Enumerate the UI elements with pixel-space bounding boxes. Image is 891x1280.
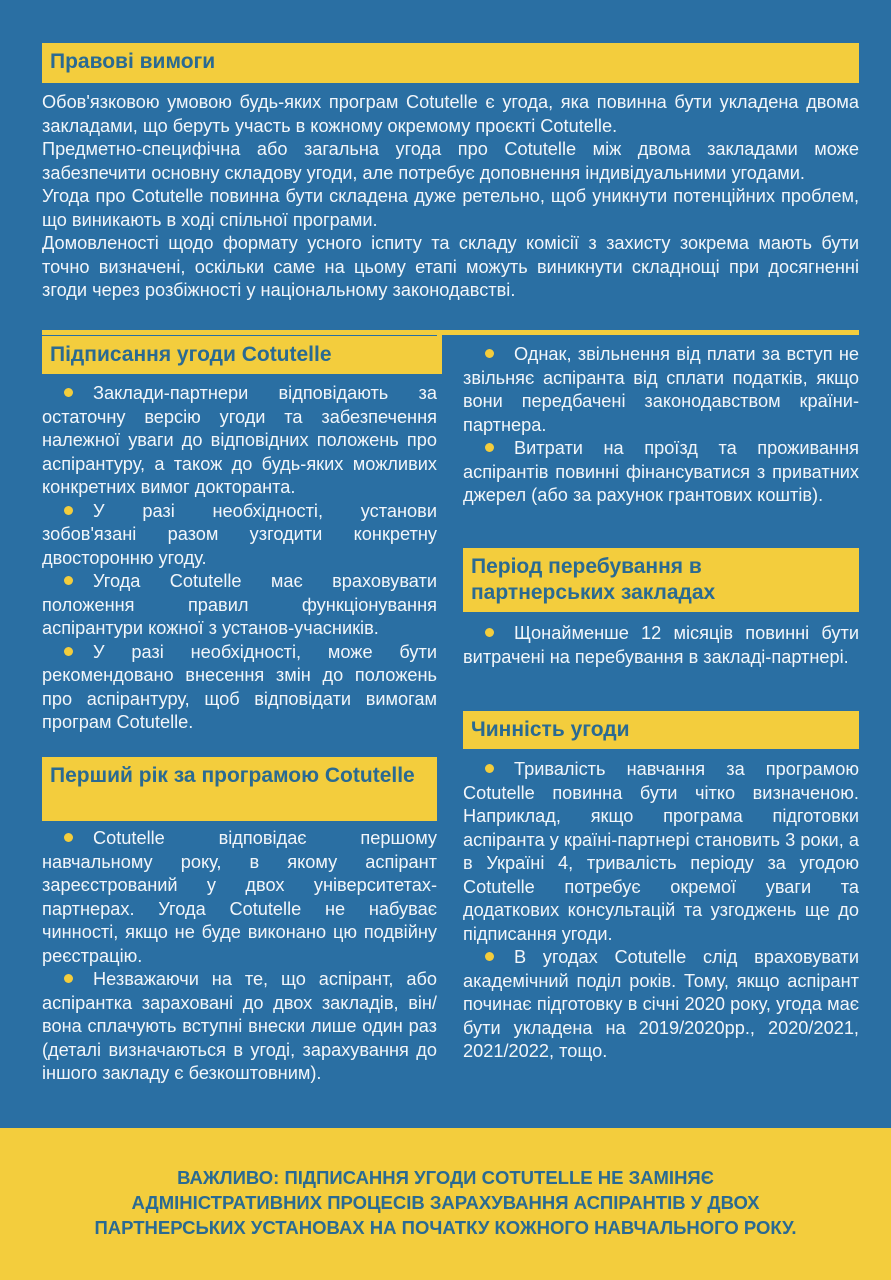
signing-bullet: У разі необхідності, установи зобов'язані разом узгодити конкретну двосторонню угоду. — [42, 500, 437, 571]
first-year-bullet: Cotutelle відповідає першому навчальному року, в якому аспірант зареєстрований у двох університетах-партнерах. Угода Cotutelle не набуває чинності, якщо не буде виконано цю подвійну реєстрацію. — [42, 827, 437, 968]
validity-body — [463, 758, 859, 1064]
signing-heading — [42, 336, 437, 374]
fees-bullet: Однак, звільнення від плати за вступ не звільняє аспіранта від сплати податків, якщо вони передбачені законодавством країни-партнера. — [463, 343, 859, 437]
legal-paragraph: Предметно-специфічна або загальна угода про Cotutelle між двома закладами може забезпечити основну складову угоди, але потребує доповнення індивідуальними угодами. — [42, 139, 859, 183]
important-notice-banner — [0, 1128, 891, 1280]
notice-line: АДМІНІСТРАТИВНИХ ПРОЦЕСІВ ЗАРАХУВАННЯ АСПІРАНТІВ У ДВОХ — [131, 1192, 760, 1213]
legal-requirements-title: Правові вимоги — [50, 50, 216, 73]
fees-bullet: Витрати на проїзд та проживання аспірантів повинні фінансуватися з приватних джерел (або за рахунок грантових коштів). — [463, 437, 859, 508]
first-year-bullet: Незважаючи на те, що аспірант, або аспірантка зараховані до двох закладів, він/вона сплачують вступні внески лише один раз (деталі визначаються в угоді, зарахування до іншого закладу є безкоштовним). — [42, 968, 437, 1086]
notice-line: ВАЖЛИВО: ПІДПИСАННЯ УГОДИ COTUTELLE НЕ ЗАМІНЯЄ — [177, 1167, 714, 1188]
stay-title: Період перебування в партнерських закладах — [471, 555, 716, 604]
signing-bullet: Угода Cotutelle має враховувати положення правил функціонування аспірантури кожної з установ-учасників. — [42, 570, 437, 641]
fees-body — [463, 343, 859, 508]
legal-requirements-heading — [42, 43, 859, 83]
first-year-title: Перший рік за програмою Cotutelle — [50, 764, 415, 787]
stay-body — [463, 622, 859, 669]
first-year-body — [42, 827, 437, 1086]
signing-body — [42, 382, 437, 735]
first-year-heading — [42, 757, 437, 821]
notice-line: ПАРТНЕРСЬКИХ УСТАНОВАХ НА ПОЧАТКУ КОЖНОГО НАВЧАЛЬНОГО РОКУ. — [94, 1217, 797, 1238]
column-divider — [437, 330, 442, 374]
legal-requirements-body — [42, 91, 859, 303]
stay-heading — [463, 548, 859, 612]
stay-bullet: Щонайменше 12 місяців повинні бути витрачені на перебування в закладі-партнері. — [463, 622, 859, 669]
legal-paragraph: Угода про Cotutelle повинна бути складена дуже ретельно, щоб уникнути потенційних проблем, що виникають в ході спільної програми. — [42, 186, 859, 230]
signing-bullet: У разі необхідності, може бути рекомендовано внесення змін до положень про аспірантуру, щоб відповідати вимогам програм Cotutelle. — [42, 641, 437, 735]
signing-bullet: Заклади-партнери відповідають за остаточну версію угоди та забезпечення належної уваги до відповідних положень про аспірантуру, а також до будь-яких можливих конкретних вимог докторанта. — [42, 382, 437, 500]
signing-title: Підписання угоди Cotutelle — [50, 343, 332, 366]
section-divider — [42, 330, 859, 335]
validity-bullet: Тривалість навчання за програмою Cotutelle повинна бути чітко визначеною. Наприклад, якщо програма підготовки аспіранта у країні-партнері становить 3 роки, а в Україні 4, тривалість періоду за угодою Cotutelle потребує окремої уваги та додаткових консультацій та узгоджень ще до підписання угоди. — [463, 758, 859, 946]
validity-title: Чинність угоди — [471, 718, 630, 741]
legal-paragraph: Домовленості щодо формату усного іспиту та складу комісії з захисту зокрема мають бути точно визначені, оскільки саме на цьому етапі можуть виникнути складнощі при досягненні згоди через розбіжності у національному законодавстві. — [42, 233, 859, 300]
validity-heading — [463, 711, 859, 749]
validity-bullet: В угодах Cotutelle слід враховувати академічний поділ років. Тому, якщо аспірант починає підготовку в січні 2020 року, угода має бути укладена на 2019/2020рр., 2020/2021, 2021/2022, тощо. — [463, 946, 859, 1064]
legal-paragraph: Обов'язковою умовою будь-яких програм Cotutelle є угода, яка повинна бути укладена двома закладами, що беруть участь в кожному окремому проєкті Cotutelle. — [42, 92, 859, 136]
